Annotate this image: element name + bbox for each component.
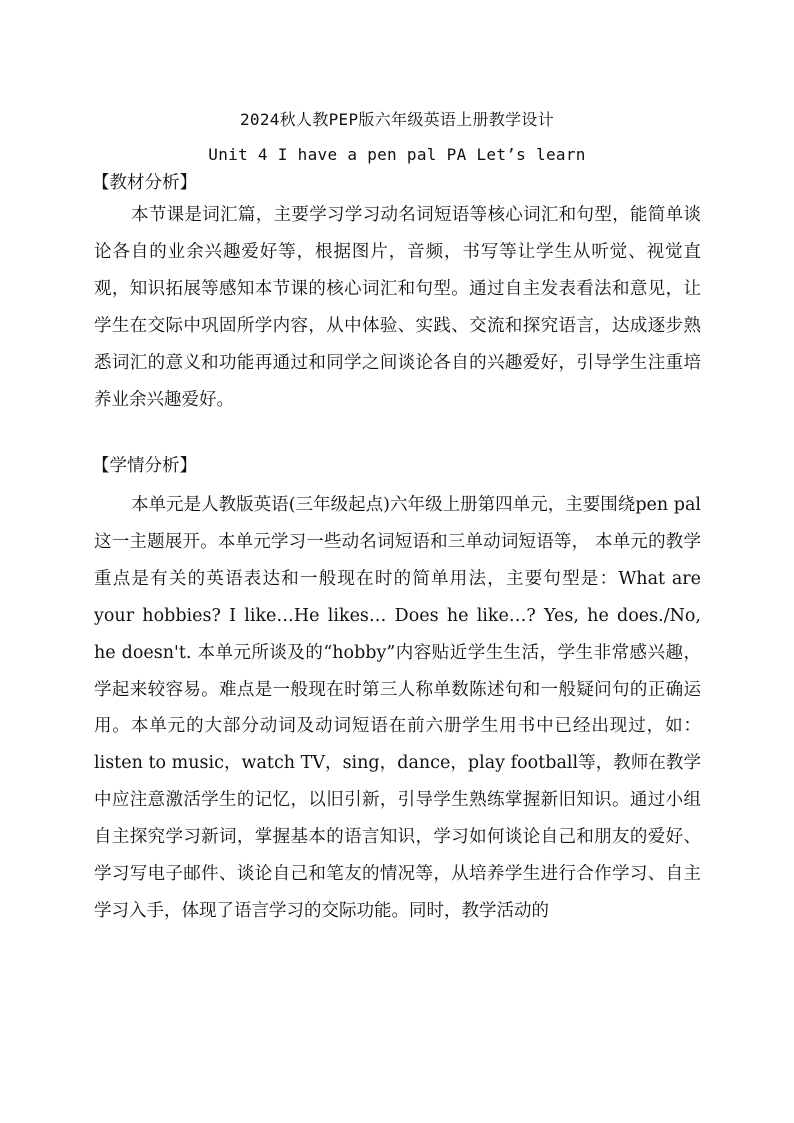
section-paragraph-textbook-analysis: 本节课是词汇篇，主要学习学习动名词短语等核心词汇和句型，能简单谈论各自的业余兴趣爱好等，根据图片，音频，书写等让学生从听觉、视觉直观，知识拓展等感知本节课的核心词汇和句型。通过自主发表看法和意见，让学生在交际中巩固所学内容，从中体验、实践、交流和探究语言，达成逐步熟悉词汇的意义和功能再通过和同学之间谈论各自的兴趣爱好，引导学生注重培养业余兴趣爱好。: [94, 205, 701, 410]
section-paragraph-learner-analysis: 本单元是人教版英语(三年级起点)六年级上册第四单元，主要围绕pen pal这一主题展开。本单元学习一些动名词短语和三单动词短语等， 本单元的教学重点是有关的英语表达和一般现在时的简单用法，主要句型是：What are your hobbies? I like…He likes… Does he like…? Yes, he does./No, he doesn't. 本单元所谈及的“hobby”内容贴近学生生活，学生非常感兴趣，学起来较容易。难点是一般现在时第三人称单数陈述句和一般疑问句的正确运用。本单元的大部分动词及动词短语在前六册学生用书中已经出现过，如：listen to music，watch TV，sing，dance，play football等，教师在教学中应注意激活学生的记忆，以旧引新，引导学生熟练掌握新旧知识。通过小组自主探究学习新词，掌握基本的语言知识，学习如何谈论自己和朋友的爱好、学习写电子邮件、谈论自己和笔友的情况等，从培养学生进行合作学习、自主学习入手，体现了语言学习的交际功能。同时，教学活动的: [94, 495, 701, 921]
document-title: 2024秋人教PEP版六年级英语上册教学设计: [239, 110, 555, 129]
section-heading-textbook-analysis: 【教材分析】: [92, 173, 197, 193]
section-heading-learner-analysis: 【学情分析】: [92, 456, 197, 476]
document-subtitle: Unit 4 I have a pen pal PA Let’s learn: [208, 145, 586, 164]
